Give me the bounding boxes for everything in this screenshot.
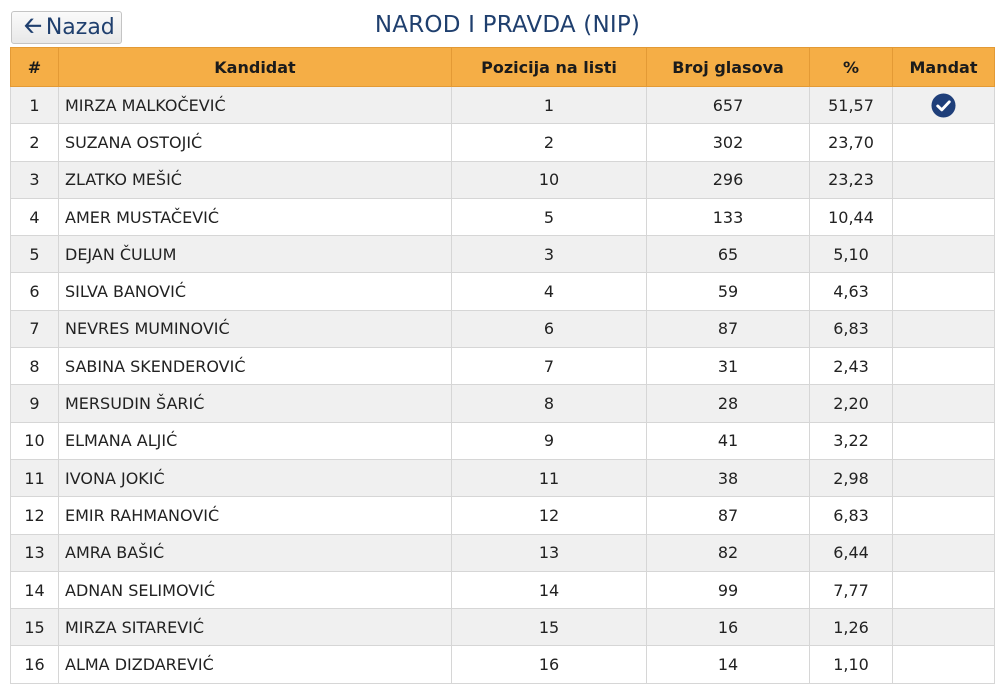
cell-list-position: 4	[452, 273, 647, 310]
table-row[interactable]	[11, 571, 995, 608]
column-header-mandate[interactable]: Mandat	[893, 48, 995, 87]
cell-list-position: 12	[452, 497, 647, 534]
cell-candidate-name: EMIR RAHMANOVIĆ	[59, 497, 452, 534]
cell-percent: 1,26	[810, 609, 893, 646]
cell-candidate-name: AMRA BAŠIĆ	[59, 534, 452, 571]
column-header-votes[interactable]: Broj glasova	[647, 48, 810, 87]
cell-mandate	[893, 646, 995, 683]
cell-number: 2	[11, 124, 59, 161]
cell-number: 10	[11, 422, 59, 459]
table-row[interactable]	[11, 609, 995, 646]
cell-list-position: 10	[452, 161, 647, 198]
cell-percent: 5,10	[810, 236, 893, 273]
cell-number: 3	[11, 161, 59, 198]
cell-list-position: 13	[452, 534, 647, 571]
cell-percent: 6,83	[810, 310, 893, 347]
cell-candidate-name: ADNAN SELIMOVIĆ	[59, 571, 452, 608]
cell-votes: 31	[647, 348, 810, 385]
table-row[interactable]	[11, 161, 995, 198]
cell-candidate-name: ALMA DIZDAREVIĆ	[59, 646, 452, 683]
cell-votes: 65	[647, 236, 810, 273]
table-header-row	[11, 48, 995, 87]
table-row[interactable]	[11, 124, 995, 161]
table-row[interactable]	[11, 385, 995, 422]
cell-list-position: 14	[452, 571, 647, 608]
cell-number: 5	[11, 236, 59, 273]
cell-number: 13	[11, 534, 59, 571]
page-title: NAROD I PRAVDA (NIP)	[374, 12, 641, 38]
cell-votes: 41	[647, 422, 810, 459]
cell-number: 1	[11, 87, 59, 124]
cell-votes: 99	[647, 571, 810, 608]
check-circle-icon	[931, 93, 956, 118]
cell-mandate	[893, 385, 995, 422]
cell-percent: 10,44	[810, 198, 893, 235]
cell-votes: 59	[647, 273, 810, 310]
top-bar	[0, 0, 1005, 46]
cell-mandate	[893, 236, 995, 273]
cell-percent: 2,98	[810, 459, 893, 496]
cell-number: 15	[11, 609, 59, 646]
cell-list-position: 15	[452, 609, 647, 646]
column-header-number[interactable]: #	[11, 48, 59, 87]
table-row[interactable]	[11, 646, 995, 683]
column-header-position[interactable]: Pozicija na listi	[452, 48, 647, 87]
cell-list-position: 3	[452, 236, 647, 273]
cell-mandate	[893, 422, 995, 459]
cell-mandate	[893, 198, 995, 235]
table-row[interactable]	[11, 497, 995, 534]
cell-number: 11	[11, 459, 59, 496]
cell-number: 9	[11, 385, 59, 422]
table-row[interactable]	[11, 236, 995, 273]
cell-percent: 2,43	[810, 348, 893, 385]
cell-mandate	[893, 348, 995, 385]
cell-mandate	[893, 124, 995, 161]
cell-list-position: 6	[452, 310, 647, 347]
cell-votes: 28	[647, 385, 810, 422]
cell-mandate	[893, 459, 995, 496]
table-row[interactable]	[11, 534, 995, 571]
table-row[interactable]	[11, 273, 995, 310]
cell-percent: 6,83	[810, 497, 893, 534]
cell-candidate-name: MIRZA MALKOČEVIĆ	[59, 87, 452, 124]
back-button-label: Nazad	[45, 15, 115, 40]
cell-number: 6	[11, 273, 59, 310]
cell-candidate-name: MERSUDIN ŠARIĆ	[59, 385, 452, 422]
table-row[interactable]	[11, 87, 995, 124]
cell-votes: 16	[647, 609, 810, 646]
cell-mandate	[893, 497, 995, 534]
cell-mandate	[893, 87, 995, 124]
cell-number: 4	[11, 198, 59, 235]
cell-candidate-name: SILVA BANOVIĆ	[59, 273, 452, 310]
arrow-left-icon: 🡠	[24, 13, 42, 39]
cell-mandate	[893, 609, 995, 646]
table-body	[11, 87, 995, 684]
cell-list-position: 5	[452, 198, 647, 235]
cell-list-position: 1	[452, 87, 647, 124]
cell-percent: 23,23	[810, 161, 893, 198]
cell-votes: 14	[647, 646, 810, 683]
cell-number: 7	[11, 310, 59, 347]
cell-list-position: 11	[452, 459, 647, 496]
cell-mandate	[893, 310, 995, 347]
cell-percent: 3,22	[810, 422, 893, 459]
cell-percent: 23,70	[810, 124, 893, 161]
cell-votes: 133	[647, 198, 810, 235]
cell-percent: 2,20	[810, 385, 893, 422]
cell-percent: 4,63	[810, 273, 893, 310]
cell-votes: 38	[647, 459, 810, 496]
cell-candidate-name: SABINA SKENDEROVIĆ	[59, 348, 452, 385]
cell-candidate-name: ZLATKO MEŠIĆ	[59, 161, 452, 198]
cell-candidate-name: ELMANA ALJIĆ	[59, 422, 452, 459]
cell-candidate-name: SUZANA OSTOJIĆ	[59, 124, 452, 161]
cell-mandate	[893, 571, 995, 608]
cell-list-position: 9	[452, 422, 647, 459]
column-header-percent[interactable]: %	[810, 48, 893, 87]
cell-list-position: 8	[452, 385, 647, 422]
cell-percent: 51,57	[810, 87, 893, 124]
cell-percent: 7,77	[810, 571, 893, 608]
table-row[interactable]	[11, 348, 995, 385]
cell-candidate-name: DEJAN ČULUM	[59, 236, 452, 273]
cell-list-position: 2	[452, 124, 647, 161]
cell-votes: 87	[647, 497, 810, 534]
cell-candidate-name: NEVRES MUMINOVIĆ	[59, 310, 452, 347]
cell-votes: 302	[647, 124, 810, 161]
cell-percent: 1,10	[810, 646, 893, 683]
cell-number: 16	[11, 646, 59, 683]
table-row[interactable]	[11, 459, 995, 496]
cell-candidate-name: MIRZA SITAREVIĆ	[59, 609, 452, 646]
table-row[interactable]	[11, 422, 995, 459]
cell-number: 12	[11, 497, 59, 534]
cell-number: 8	[11, 348, 59, 385]
cell-list-position: 16	[452, 646, 647, 683]
cell-candidate-name: AMER MUSTAČEVIĆ	[59, 198, 452, 235]
cell-votes: 87	[647, 310, 810, 347]
table-row[interactable]	[11, 198, 995, 235]
cell-votes: 82	[647, 534, 810, 571]
cell-percent: 6,44	[810, 534, 893, 571]
cell-number: 14	[11, 571, 59, 608]
table-row[interactable]	[11, 310, 995, 347]
cell-votes: 296	[647, 161, 810, 198]
cell-list-position: 7	[452, 348, 647, 385]
cell-votes: 657	[647, 87, 810, 124]
cell-mandate	[893, 534, 995, 571]
cell-mandate	[893, 161, 995, 198]
candidates-table	[10, 47, 995, 684]
column-header-candidate[interactable]: Kandidat	[59, 48, 452, 87]
cell-mandate	[893, 273, 995, 310]
cell-candidate-name: IVONA JOKIĆ	[59, 459, 452, 496]
